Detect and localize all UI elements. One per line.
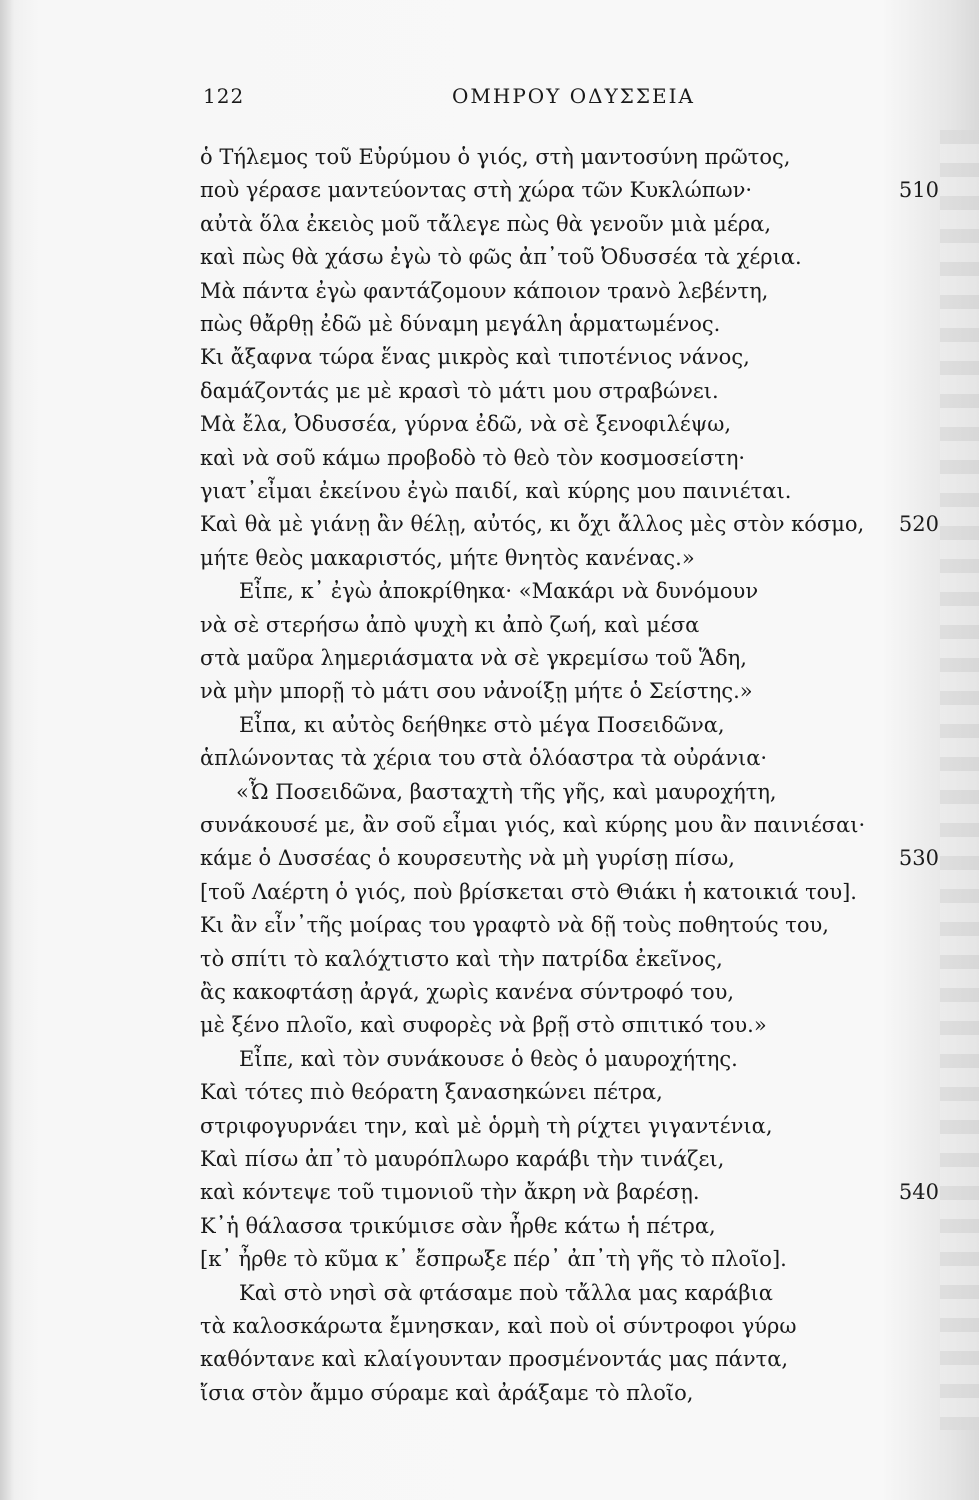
verse-line: ποὺ γέρασε μαντεύοντας στὴ χώρα τῶν Κυκλώπων· <box>200 178 753 202</box>
verse-line: ὁ Τήλεμος τοῦ Εὐρύμου ὁ γιός, στὴ μαντοσύνη πρῶτος, <box>200 145 791 169</box>
line-number: 510 <box>898 178 939 202</box>
verse-line: αὐτὰ ὅλα ἐκειὸς μοῦ τἄλεγε πὼς θὰ γενοῦν μιὰ μέρα, <box>200 212 772 236</box>
line-number: 540 <box>898 1180 939 1204</box>
running-title: ΟΜΗΡΟΥ ΟΔΥΣΣΕΙΑ <box>452 84 695 108</box>
verse-line: στριφογυρνάει την, καὶ μὲ ὁρμὴ τὴ ρίχτει γιγαντένια, <box>200 1114 773 1138</box>
verse-line: καὶ κόντεψε τοῦ τιμονιοῦ τὴν ἄκρη νὰ βαρέσῃ. <box>200 1180 700 1204</box>
verse-line: «Ὦ Ποσειδῶνα, βασταχτὴ τῆς γῆς, καὶ μαυροχήτη, <box>236 780 777 804</box>
verse-line: Καὶ θὰ μὲ γιάνῃ ἂν θέλῃ, αὐτός, κι ὄχι ἄλλος μὲς στὸν κόσμο, <box>200 512 865 536</box>
verse-line: μὲ ξένο πλοῖο, καὶ συφορὲς νὰ βρῇ στὸ σπιτικό του.» <box>200 1013 767 1037</box>
verse-line: τὸ σπίτι τὸ καλόχτιστο καὶ τὴν πατρίδα ἐκεῖνος, <box>200 947 723 971</box>
verse-line: μήτε θεὸς μακαριστός, μήτε θνητὸς κανένας.» <box>200 546 695 570</box>
verse-line: Εἶπε, κ᾽ ἐγὼ ἀποκρίθηκα· «Μακάρι νὰ δυνόμουν <box>239 579 759 603</box>
verse-line: ἴσια στὸν ἄμμο σύραμε καὶ ἀράξαμε τὸ πλοῖο, <box>200 1381 694 1405</box>
page-number: 122 <box>203 84 245 108</box>
verse-line: καθόντανε καὶ κλαίγουνταν προσμένοντάς μας πάντα, <box>200 1347 789 1371</box>
verse-line: τὰ καλοσκάρωτα ἔμνησκαν, καὶ ποὺ οἱ σύντροφοι γύρω <box>200 1314 797 1338</box>
verse-line: ἂς κακοφτάσῃ ἀργά, χωρὶς κανένα σύντροφό του, <box>200 980 735 1004</box>
verse-line: κάμε ὁ Δυσσέας ὁ κουρσευτὴς νὰ μὴ γυρίσῃ πίσω, <box>200 846 735 870</box>
verse-line: ἁπλώνοντας τὰ χέρια του στὰ ὁλόαστρα τὰ οὐράνια· <box>200 746 768 770</box>
line-number: 520 <box>898 512 939 536</box>
verse-line: καὶ νὰ σοῦ κάμω προβοδὸ τὸ θεὸ τὸν κοσμοσείστη· <box>200 446 746 470</box>
verse-line: Εἶπε, καὶ τὸν συνάκουσε ὁ θεὸς ὁ μαυροχήτης. <box>239 1047 738 1071</box>
verse-line: Κι ἂν εἶν᾽τῆς μοίρας του γραφτὸ νὰ δῇ τοὺς ποθητούς του, <box>200 913 829 937</box>
verse-line: Καὶ στὸ νησὶ σὰ φτάσαμε ποὺ τἄλλα μας καράβια <box>239 1281 773 1305</box>
running-header <box>0 84 979 114</box>
verse-line: Καὶ τότες πιὸ θεόρατη ξανασηκώνει πέτρα, <box>200 1080 663 1104</box>
verse-line: Κ᾽ἡ θάλασσα τρικύμισε σὰν ἦρθε κάτω ἡ πέτρα, <box>200 1214 716 1238</box>
verse-line: πὼς θἄρθῃ ἐδῶ μὲ δύναμη μεγάλη ἁρματωμένος. <box>200 312 721 336</box>
verse-line: νὰ μὴν μπορῇ τὸ μάτι σου νἀνοίξῃ μήτε ὁ Σείστης.» <box>200 679 753 703</box>
verse-line: Καὶ πίσω ἀπ᾽τὸ μαυρόπλωρο καράβι τὴν τινάζει, <box>200 1147 725 1171</box>
line-number: 530 <box>898 846 939 870</box>
verse-line: Μὰ πάντα ἐγὼ φαντάζομουν κάποιον τρανὸ λεβέντη, <box>200 279 769 303</box>
verse-line: Εἶπα, κι αὐτὸς δεήθηκε στὸ μέγα Ποσειδῶνα, <box>239 713 725 737</box>
verse-line: γιατ᾽εἶμαι ἐκείνου ἐγὼ παιδί, καὶ κύρης μου παινιέται. <box>200 479 792 503</box>
facing-page-bleed <box>940 130 979 1430</box>
verse-line: [κ᾽ ἦρθε τὸ κῦμα κ᾽ ἔσπρωξε πέρ᾽ ἀπ᾽τὴ γῆς τὸ πλοῖο]. <box>200 1247 787 1271</box>
verse-line: [τοῦ Λαέρτη ὁ γιός, ποὺ βρίσκεται στὸ Θιάκι ἡ κατοικιά του]. <box>200 880 857 904</box>
verse-line: συνάκουσέ με, ἂν σοῦ εἶμαι γιός, καὶ κύρης μου ἂν παινιέσαι· <box>200 813 866 837</box>
page-binding-shadow <box>0 0 14 1500</box>
verse-line: Μὰ ἔλα, Ὀδυσσέα, γύρνα ἐδῶ, νὰ σὲ ξενοφιλέψω, <box>200 412 731 436</box>
verse-line: δαμάζοντάς με μὲ κρασὶ τὸ μάτι μου στραβώνει. <box>200 379 719 403</box>
verse-line: νὰ σὲ στερήσω ἀπὸ ψυχὴ κι ἀπὸ ζωή, καὶ μέσα <box>200 613 700 637</box>
verse-line: στὰ μαῦρα λημεριάσματα νὰ σὲ γκρεμίσω τοῦ Ἅδη, <box>200 646 747 670</box>
verse-line: Κι ἄξαφνα τώρα ἕνας μικρὸς καὶ τιποτένιος νάνος, <box>200 345 750 369</box>
verse-line: καὶ πὼς θὰ χάσω ἐγὼ τὸ φῶς ἀπ᾽τοῦ Ὀδυσσέα τὰ χέρια. <box>200 245 802 269</box>
